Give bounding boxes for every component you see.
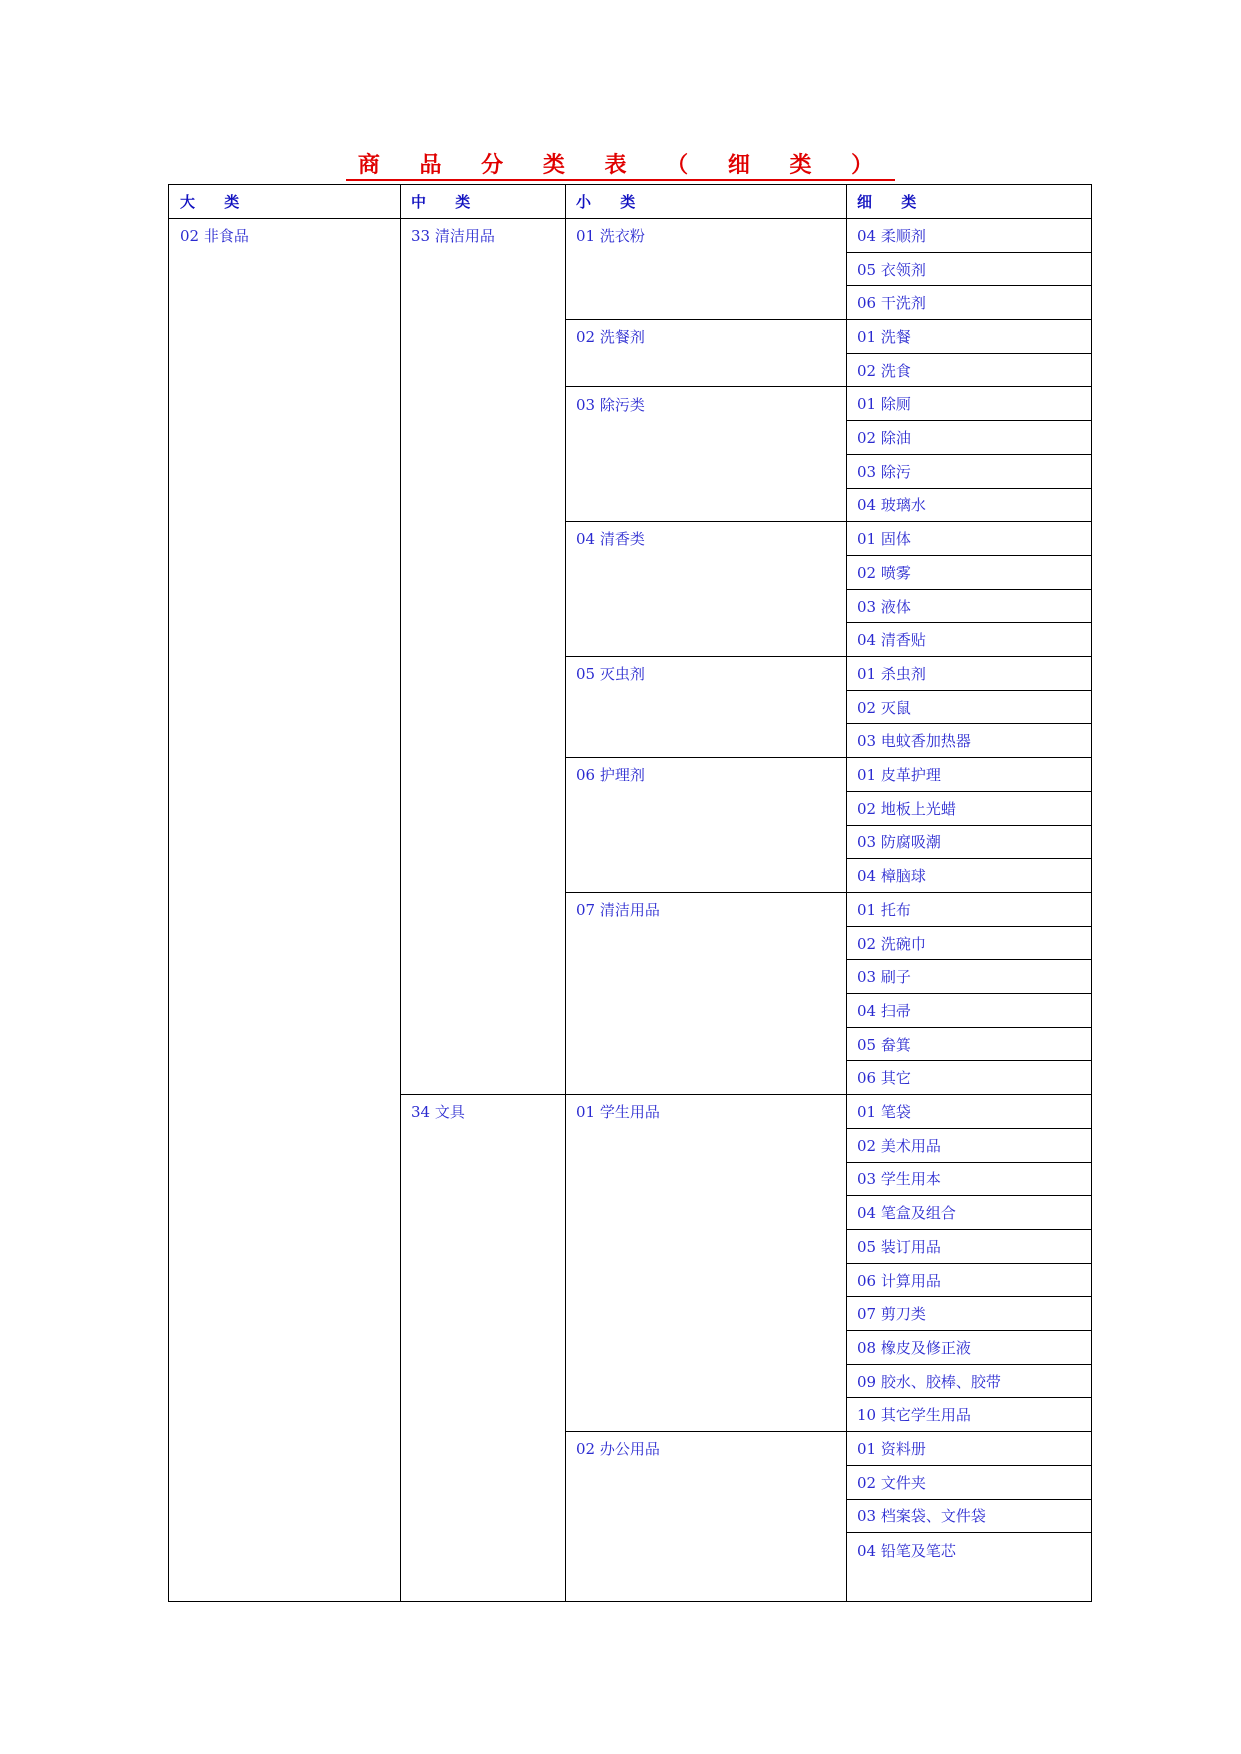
detail-category-cell: 01 笔袋	[846, 1095, 1091, 1129]
detail-category-cell: 04 铅笔及笔芯	[857, 1541, 956, 1560]
detail-category-cell: 01 洗餐	[846, 320, 1091, 354]
detail-category-cell: 04 清香贴	[846, 623, 1091, 657]
small-category-cell: 04 清香类	[565, 522, 846, 657]
detail-category-cell: 06 干洗剂	[846, 286, 1091, 320]
detail-category-cell: 10 其它学生用品	[846, 1399, 1091, 1433]
small-category-cell: 07 清洁用品	[565, 893, 846, 1095]
big-category-cell: 02 非食品	[180, 227, 249, 245]
detail-category-cell: 01 托布	[846, 893, 1091, 927]
detail-category-cell: 02 洗碗巾	[846, 927, 1091, 961]
detail-category-cell: 04 玻璃水	[846, 489, 1091, 523]
detail-category-cell: 04 柔顺剂	[846, 219, 1091, 253]
detail-category-cell: 04 樟脑球	[846, 859, 1091, 893]
small-category-cell: 02 洗餐剂	[565, 320, 846, 387]
detail-category-cell: 03 档案袋、文件袋	[846, 1500, 1091, 1534]
detail-category-cell: 01 固体	[846, 522, 1091, 556]
detail-category-cell: 05 衣领剂	[846, 253, 1091, 287]
detail-category-cell: 05 畚箕	[846, 1028, 1091, 1062]
mid-category-cell: 34 文具	[411, 1103, 465, 1122]
small-category-cell: 01 洗衣粉	[565, 219, 846, 320]
detail-category-cell: 01 杀虫剂	[846, 657, 1091, 691]
detail-category-cell: 02 除油	[846, 421, 1091, 455]
detail-category-cell: 06 计算用品	[846, 1264, 1091, 1298]
detail-category-cell: 09 胶水、胶棒、胶带	[846, 1365, 1091, 1399]
small-category-cell: 06 护理剂	[565, 758, 846, 893]
small-category-cell: 02 办公用品	[576, 1440, 660, 1459]
detail-category-cell: 03 电蚊香加热器	[846, 725, 1091, 759]
detail-category-cell: 01 皮革护理	[846, 758, 1091, 792]
category-table	[168, 184, 1092, 1602]
header-big-category: 大 类	[169, 185, 400, 219]
detail-category-cell: 03 学生用本	[846, 1163, 1091, 1197]
detail-category-cell: 02 美术用品	[846, 1129, 1091, 1163]
detail-category-cell: 03 刷子	[846, 960, 1091, 994]
detail-category-cell: 02 文件夹	[846, 1466, 1091, 1500]
detail-category-cell: 04 笔盒及组合	[846, 1196, 1091, 1230]
header-small-category: 小 类	[565, 185, 846, 219]
detail-category-cell: 02 洗食	[846, 354, 1091, 388]
detail-category-cell: 07 剪刀类	[846, 1297, 1091, 1331]
header-detail-category: 细 类	[846, 185, 1091, 219]
header-mid-category: 中 类	[400, 185, 565, 219]
detail-category-cell: 08 橡皮及修正液	[846, 1331, 1091, 1365]
detail-category-cell: 06 其它	[846, 1062, 1091, 1096]
detail-category-cell: 01 资料册	[846, 1432, 1091, 1466]
detail-category-cell: 03 液体	[846, 590, 1091, 624]
detail-category-cell: 03 防腐吸潮	[846, 826, 1091, 860]
small-category-cell: 01 学生用品	[565, 1095, 846, 1432]
detail-category-cell: 01 除厕	[846, 388, 1091, 422]
detail-category-cell: 05 装订用品	[846, 1230, 1091, 1264]
small-category-cell: 05 灭虫剂	[565, 657, 846, 758]
detail-category-cell: 02 地板上光蜡	[846, 792, 1091, 826]
detail-category-cell: 02 喷雾	[846, 556, 1091, 590]
detail-category-cell: 04 扫帚	[846, 994, 1091, 1028]
detail-category-cell: 03 除污	[846, 455, 1091, 489]
mid-category-cell: 33 清洁用品	[400, 219, 565, 1095]
page-title: 商 品 分 类 表 （ 细 类 ）	[0, 150, 1241, 180]
detail-category-cell: 02 灭鼠	[846, 691, 1091, 725]
small-category-cell: 03 除污类	[565, 388, 846, 523]
